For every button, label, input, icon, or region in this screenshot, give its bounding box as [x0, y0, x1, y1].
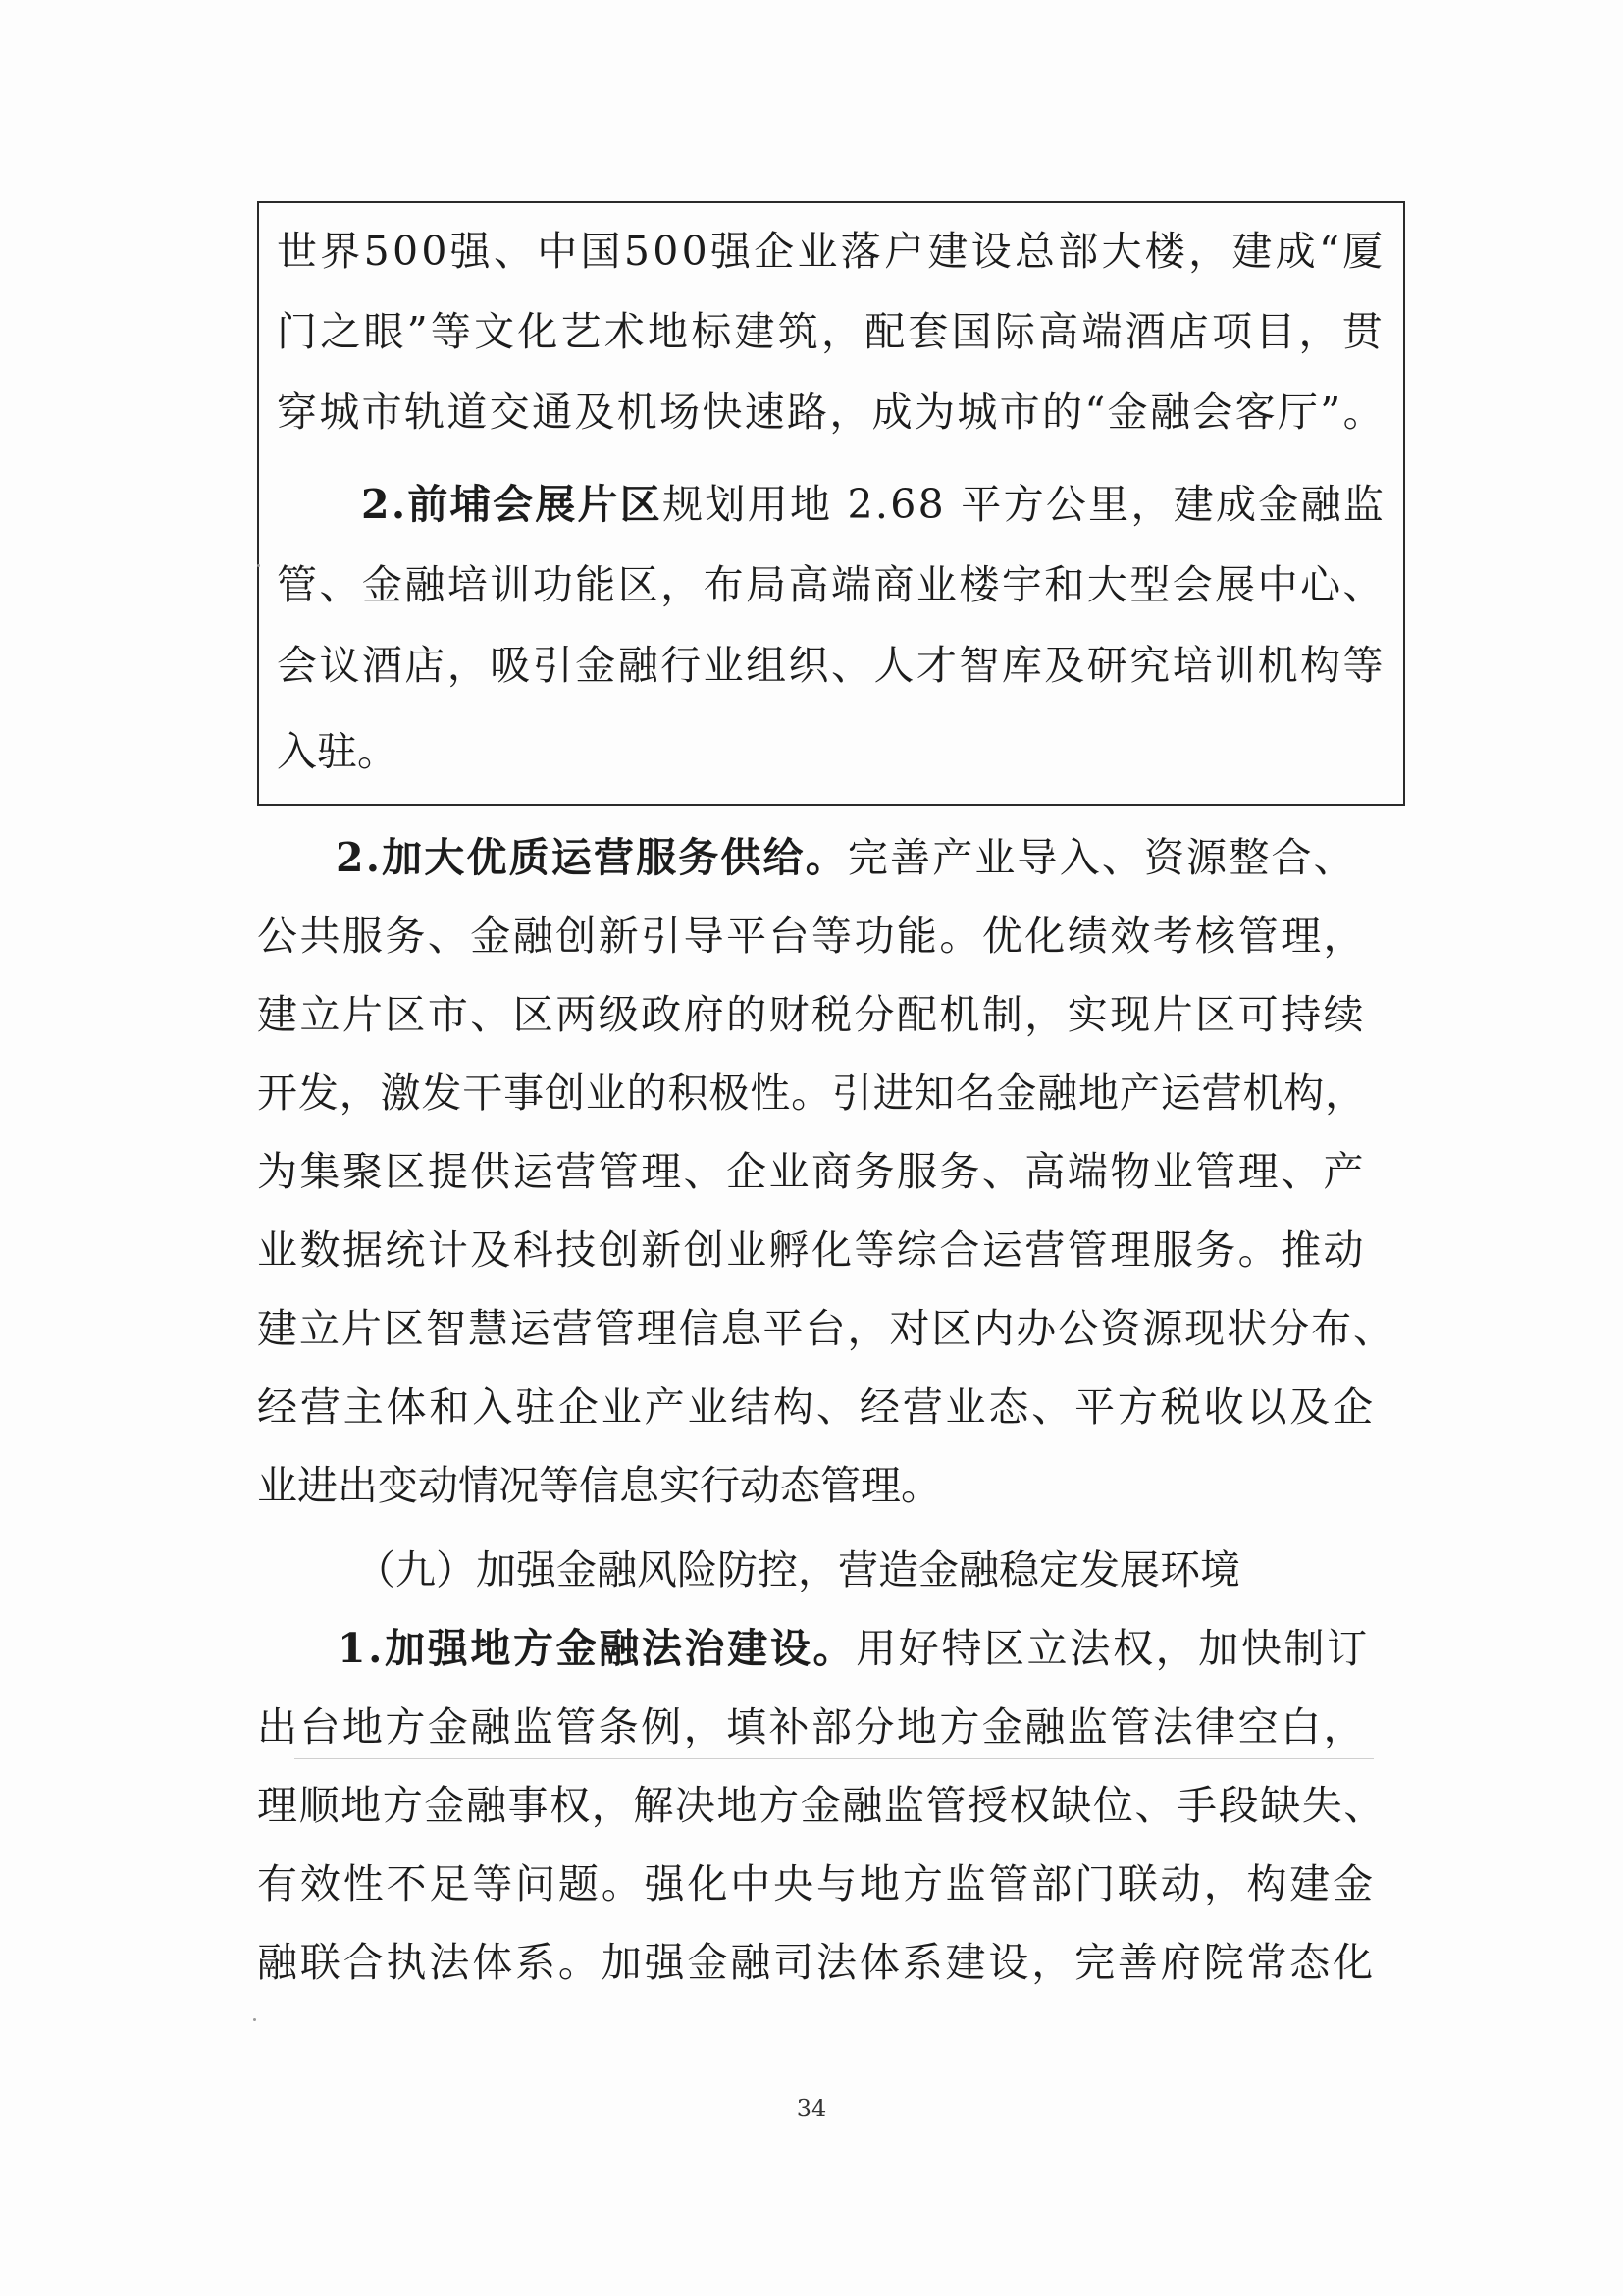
scan-speck [253, 2018, 256, 2021]
text-run: 规划用地 2.68 平方公里，建成金融监 [662, 481, 1387, 528]
text-run: 世界500强、中国500强企业落户建设总部大楼，建成“厦 [277, 228, 1387, 275]
text-line [277, 224, 1386, 279]
text-run: 有效性不足等问题。强化中央与地方监管部门联动，构建金 [257, 1860, 1376, 1907]
text-line [277, 638, 1386, 693]
text-run: 会议酒店，吸引金融行业组织、人才智库及研究培训机构等 [277, 642, 1386, 689]
text-line [257, 1380, 1376, 1435]
text-line [361, 477, 1386, 532]
text-line [336, 830, 1356, 885]
text-line [277, 304, 1386, 359]
text-run: 建立片区智慧运营管理信息平台，对区内办公资源现状分布、 [257, 1305, 1395, 1352]
text-run: 为集聚区提供运营管理、企业商务服务、高端物业管理、产 [257, 1148, 1366, 1195]
text-run-bold: 2.前埔会展片区 [361, 481, 663, 528]
text-run-bold: 2.加大优质运营服务供给。 [336, 834, 848, 881]
text-run-bold: 1.加强地方金融法治建设。 [338, 1625, 857, 1672]
text-run: 用好特区立法权，加快制订 [856, 1625, 1370, 1672]
text-run: 公共服务、金融创新引导平台等功能。优化绩效考核管理， [257, 913, 1366, 960]
text-line [257, 1856, 1376, 1911]
scan-artifact-line [294, 1758, 1374, 1759]
text-run: 入驻。 [277, 728, 397, 775]
text-run: （九）加强金融风险防控，营造金融稳定发展环境 [355, 1546, 1240, 1593]
text-run: 完善产业导入、资源整合、 [847, 834, 1356, 881]
text-line [257, 1066, 1366, 1121]
text-line [257, 1778, 1386, 1833]
text-run: 出台地方金融监管条例，填补部分地方金融监管法律空白， [257, 1703, 1366, 1750]
text-run: 开发，激发干事创业的积极性。引进知名金融地产运营机构， [257, 1070, 1366, 1117]
text-line [257, 1223, 1366, 1278]
text-line [257, 1458, 941, 1513]
text-run: 建立片区市、区两级政府的财税分配机制，实现片区可持续 [257, 991, 1366, 1038]
scan-speck [257, 564, 260, 567]
page-number: 34 [796, 2095, 827, 2122]
text-line [257, 987, 1366, 1042]
text-run: 业数据统计及科技创新创业孵化等综合运营管理服务。推动 [257, 1226, 1366, 1274]
text-line [355, 1542, 1240, 1597]
text-line [257, 1144, 1366, 1199]
text-run: 门之眼”等文化艺术地标建筑，配套国际高端酒店项目，贯 [277, 308, 1386, 355]
text-line [257, 1699, 1366, 1754]
text-line [338, 1621, 1370, 1676]
text-line [277, 557, 1386, 612]
text-run: 理顺地方金融事权，解决地方金融监管授权缺位、手段缺失、 [257, 1782, 1386, 1829]
text-run: 业进出变动情况等信息实行动态管理。 [257, 1462, 941, 1509]
text-line [277, 385, 1386, 440]
text-run: 管、金融培训功能区，布局高端商业楼宇和大型会展中心、 [277, 561, 1386, 608]
text-run: 经营主体和入驻企业产业结构、经营业态、平方税收以及企 [257, 1383, 1376, 1431]
text-line [257, 1935, 1376, 1990]
text-run: 穿城市轨道交通及机场快速路，成为城市的“金融会客厅”。 [277, 389, 1386, 436]
text-line [277, 724, 397, 779]
text-run: 融联合执法体系。加强金融司法体系建设，完善府院常态化 [257, 1939, 1376, 1986]
text-line [257, 1301, 1395, 1356]
text-line [257, 909, 1366, 964]
